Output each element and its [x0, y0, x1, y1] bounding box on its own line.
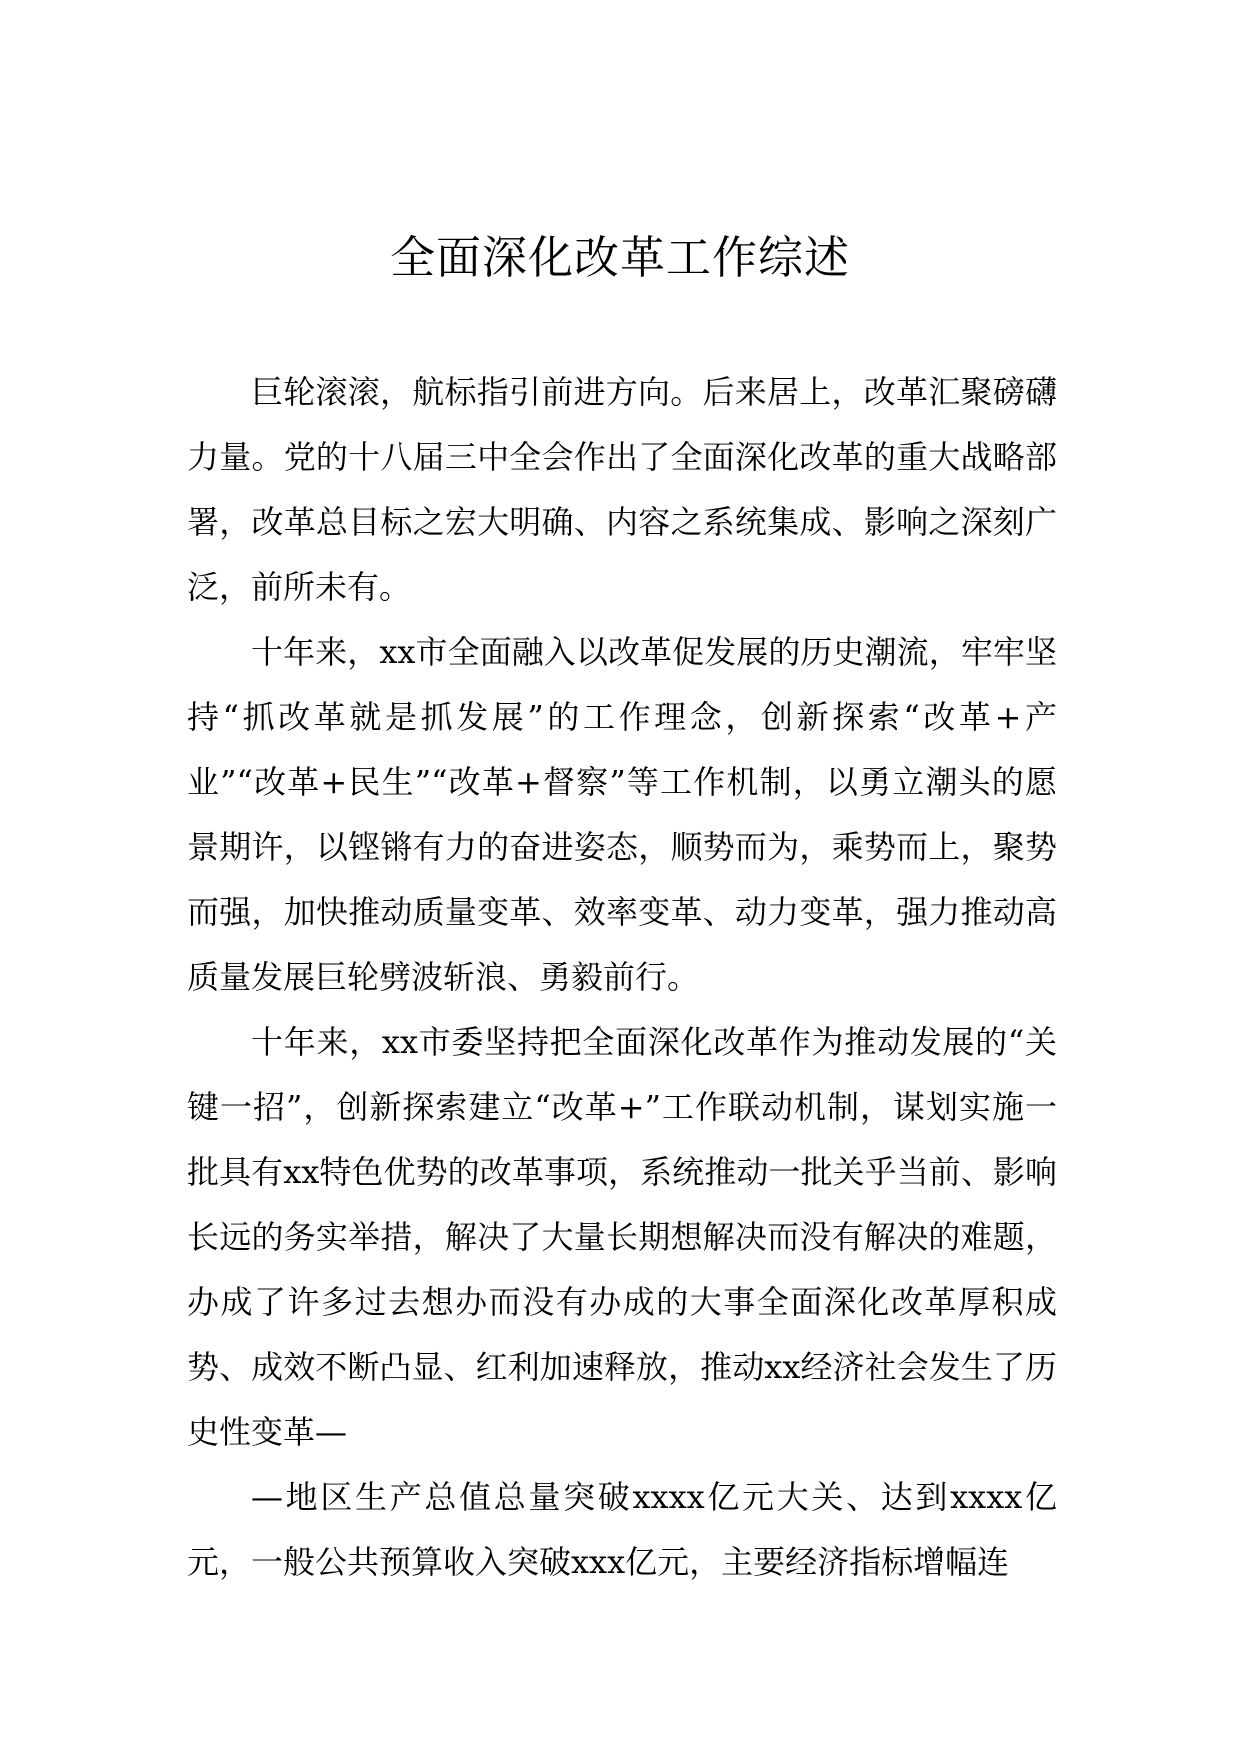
document-title: 全面深化改革工作综述	[389, 231, 850, 284]
paragraph-2: 十年来，xx市全面融入以改革促发展的历史潮流，牢牢坚持“抓改革就是抓发展”的工作理念，创新探索“改革+产业”“改革+民生”“改革+督察”等工作机制，以勇立潮头的愿景期许，以铿锵有力的奋进姿态，顺势而为，乘势而上，聚势而强，加快推动质量变革、效率变革、动力变革，强力推动高质量发展巨轮劈波斩浪、勇毅前行。	[187, 633, 1057, 996]
document-body	[187, 360, 1057, 1595]
paragraph-4: —地区生产总值总量突破xxxx亿元大关、达到xxxx亿元，一般公共预算收入突破xxx亿元，主要经济指标增幅连	[187, 1478, 1057, 1581]
paragraph-1: 巨轮滚滚，航标指引前进方向。后来居上，改革汇聚磅礴力量。党的十八届三中全会作出了全面深化改革的重大战略部署，改革总目标之宏大明确、内容之系统集成、影响之深刻广泛，前所未有。	[187, 373, 1057, 606]
paragraph-3: 十年来，xx市委坚持把全面深化改革作为推动发展的“关键一招”，创新探索建立“改革+”工作联动机制，谋划实施一批具有xx特色优势的改革事项，系统推动一批关乎当前、影响长远的务实举措，解决了大量长期想解决而没有解决的难题，办成了许多过去想办而没有办成的大事全面深化改革厚积成势、成效不断凸显、红利加速释放，推动xx经济社会发生了历史性变革—	[187, 1023, 1057, 1451]
